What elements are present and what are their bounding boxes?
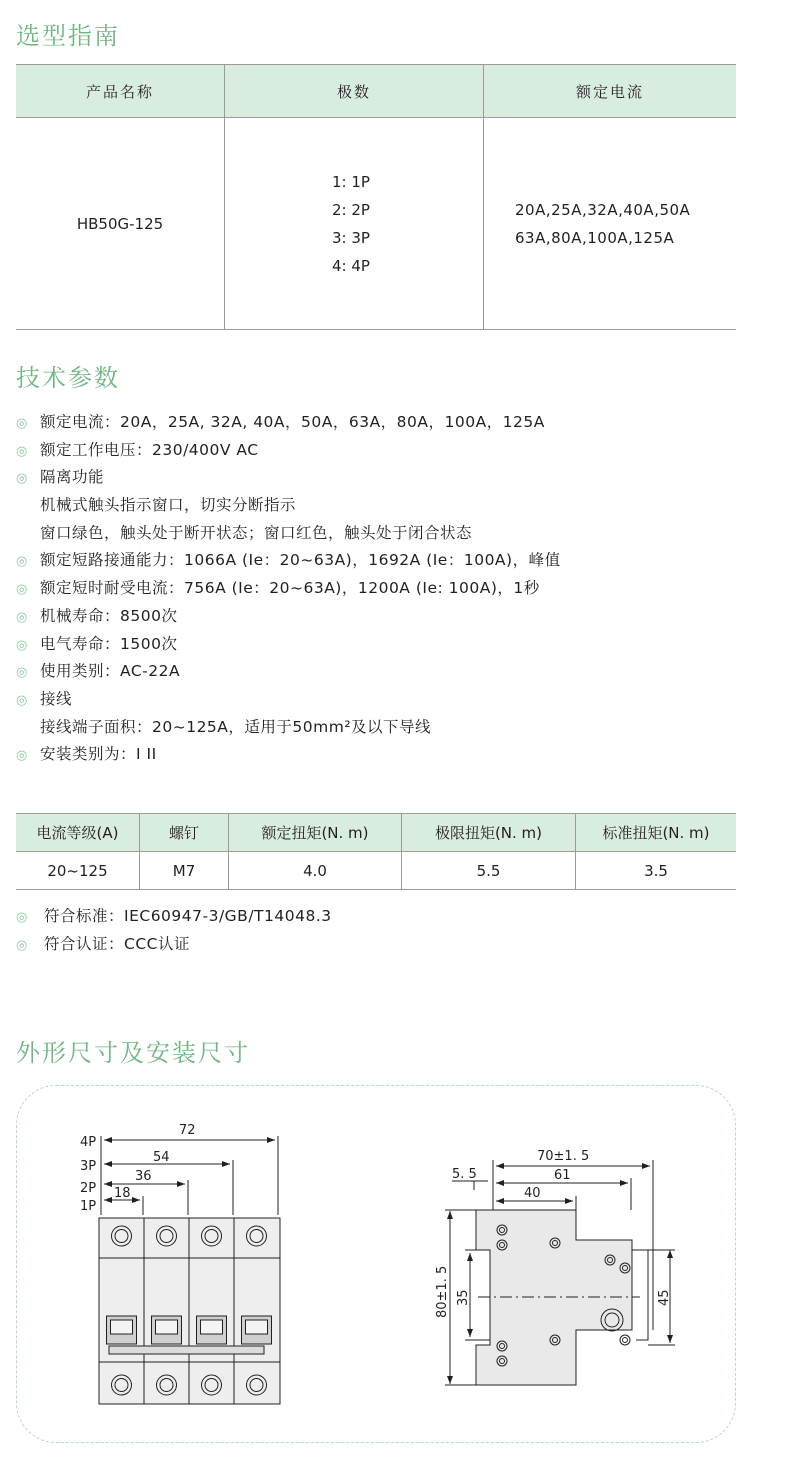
- pole-label-1p: 1P: [80, 1199, 97, 1214]
- pole-label-2p: 2P: [80, 1181, 97, 1196]
- torque-col-standard: 标准扭矩(N. m): [576, 814, 737, 852]
- dim-rail: 35: [456, 1289, 471, 1306]
- bullet-icon: ◎: [16, 692, 28, 708]
- bullet-icon: ◎: [16, 748, 28, 764]
- torque-cell: M7: [140, 852, 229, 890]
- width-54: 54: [153, 1150, 170, 1165]
- pole-label-3p: 3P: [80, 1159, 97, 1174]
- tech-param-text: 额定电流：20A，25A, 32A, 40A，50A，63A，80A，100A，125A: [40, 413, 545, 431]
- selection-title: 选型指南: [16, 22, 120, 50]
- tech-param-text: 接线: [40, 689, 73, 708]
- pole-label-4p: 4P: [80, 1135, 97, 1150]
- tech-param-text: 安装类别为：I II: [40, 745, 157, 764]
- dimensions-title: 外形尺寸及安装尺寸: [16, 1039, 250, 1067]
- tech-param-text: 使用类别：AC-22A: [40, 662, 181, 681]
- dim-40: 40: [524, 1186, 541, 1201]
- pole-item: 2: 2P: [332, 200, 370, 219]
- torque-col-current: 电流等级(A): [16, 814, 140, 852]
- dim-offset: 5. 5: [452, 1167, 477, 1182]
- standard-item: ◎ 符合认证：CCC认证: [16, 930, 332, 958]
- col-poles: 极数: [225, 65, 484, 118]
- tech-param-text: 机械式触头指示窗口，切实分断指示: [40, 496, 297, 515]
- col-current: 额定电流: [484, 65, 737, 118]
- bullet-icon: ◎: [16, 938, 28, 953]
- bullet-icon: ◎: [16, 554, 28, 570]
- bullet-icon: ◎: [16, 416, 28, 431]
- dim-45: 45: [657, 1289, 672, 1306]
- tech-param-text: 额定短路接通能力：1066A (Ie：20~63A)，1692A (Ie：100A)，峰值: [40, 551, 561, 570]
- tech-title: 技术参数: [16, 364, 120, 392]
- standard-item: ◎ 符合标准：IEC60947-3/GB/T14048.3: [16, 902, 332, 930]
- torque-cell: 20~125: [16, 852, 140, 890]
- bullet-icon: ◎: [16, 471, 28, 487]
- torque-cell: 4.0: [229, 852, 402, 890]
- tech-param-text: 额定短时耐受电流：756A (Ie：20~63A)，1200A (Ie: 100A)，1秒: [40, 579, 540, 598]
- torque-cell: 3.5: [576, 852, 737, 890]
- tech-param-text: 额定工作电压：230/400V AC: [40, 440, 259, 459]
- current-line: 20A,25A,32A,40A,50A: [515, 200, 691, 219]
- tech-param-text: 机械寿命：8500次: [40, 606, 178, 625]
- width-18: 18: [114, 1186, 131, 1201]
- bullet-icon: ◎: [16, 637, 28, 653]
- torque-col-limit: 极限扭矩(N. m): [402, 814, 576, 852]
- tech-param-text: 接线端子面积：20~125A，适用于50mm²及以下导线: [40, 717, 432, 736]
- dim-61: 61: [554, 1168, 571, 1183]
- pole-item: 1: 1P: [332, 172, 370, 191]
- torque-col-rated: 额定扭矩(N. m): [229, 814, 402, 852]
- pole-item: 4: 4P: [332, 256, 370, 275]
- bullet-icon: ◎: [16, 665, 28, 681]
- bullet-icon: ◎: [16, 910, 28, 925]
- tech-param-text: 电气寿命：1500次: [40, 634, 178, 653]
- torque-cell: 5.5: [402, 852, 576, 890]
- tech-param-text: 窗口绿色，触头处于断开状态；窗口红色，触头处于闭合状态: [40, 523, 473, 542]
- torque-col-screw: 螺钉: [140, 814, 229, 852]
- pole-item: 3: 3P: [332, 228, 370, 247]
- dim-height: 80±1. 5: [435, 1265, 450, 1318]
- current-line: 63A,80A,100A,125A: [515, 228, 675, 247]
- dim-overall: 70±1. 5: [537, 1149, 590, 1164]
- width-36: 36: [135, 1169, 152, 1184]
- bullet-icon: ◎: [16, 609, 28, 625]
- bullet-icon: ◎: [16, 443, 28, 459]
- tech-param-text: 隔离功能: [40, 468, 105, 487]
- product-name: HB50G-125: [16, 118, 225, 330]
- col-product: 产品名称: [16, 65, 225, 118]
- width-72: 72: [179, 1123, 196, 1138]
- bullet-icon: ◎: [16, 582, 28, 598]
